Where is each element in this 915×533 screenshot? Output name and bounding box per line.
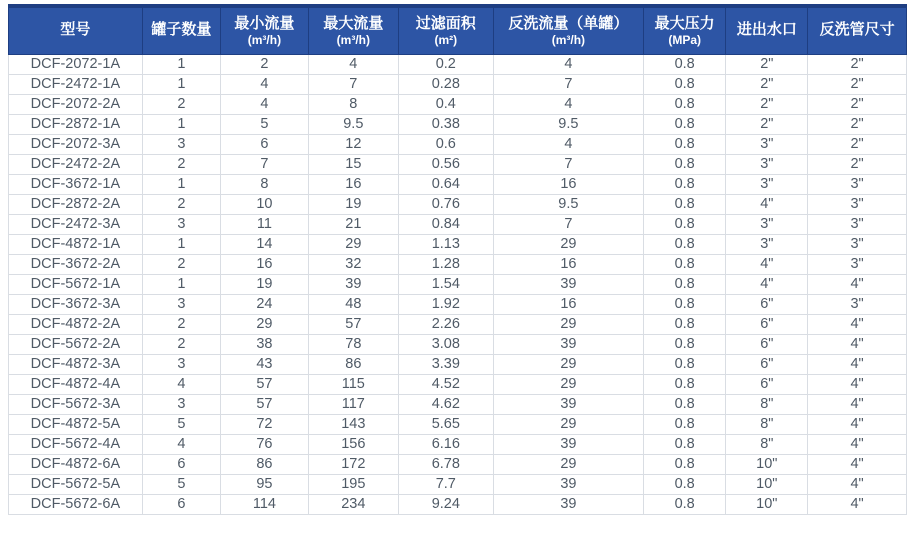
- cell-backwash_flow: 39: [493, 494, 643, 514]
- table-row: [9, 94, 907, 114]
- cell-min_flow: 72: [220, 414, 308, 434]
- cell-inlet_outlet: 10": [726, 454, 808, 474]
- cell-max_pressure: 0.8: [643, 74, 726, 94]
- cell-min_flow: 6: [220, 134, 308, 154]
- cell-max_flow: 86: [308, 354, 398, 374]
- cell-backwash_pipe: 4": [808, 274, 907, 294]
- cell-backwash_pipe: 4": [808, 394, 907, 414]
- cell-inlet_outlet: 6": [726, 354, 808, 374]
- table-body: [9, 54, 907, 514]
- cell-inlet_outlet: 6": [726, 374, 808, 394]
- cell-model: DCF-4872-4A: [9, 374, 143, 394]
- cell-backwash_pipe: 4": [808, 314, 907, 334]
- cell-min_flow: 4: [220, 74, 308, 94]
- cell-inlet_outlet: 8": [726, 434, 808, 454]
- cell-tank_count: 1: [142, 234, 220, 254]
- table-row: [9, 54, 907, 74]
- cell-backwash_flow: 7: [493, 214, 643, 234]
- cell-filter_area: 0.6: [398, 134, 493, 154]
- cell-max_flow: 117: [308, 394, 398, 414]
- cell-inlet_outlet: 4": [726, 254, 808, 274]
- table-row: [9, 374, 907, 394]
- cell-max_pressure: 0.8: [643, 474, 726, 494]
- table-row: [9, 434, 907, 454]
- cell-min_flow: 38: [220, 334, 308, 354]
- cell-backwash_flow: 4: [493, 94, 643, 114]
- cell-filter_area: 0.38: [398, 114, 493, 134]
- cell-min_flow: 10: [220, 194, 308, 214]
- cell-backwash_flow: 39: [493, 394, 643, 414]
- cell-min_flow: 8: [220, 174, 308, 194]
- column-header-model: 型号: [9, 6, 143, 54]
- column-header-backwash_flow: 反洗流量（单罐） (m³/h): [493, 6, 643, 54]
- cell-backwash_flow: 29: [493, 354, 643, 374]
- cell-filter_area: 0.64: [398, 174, 493, 194]
- cell-filter_area: 6.16: [398, 434, 493, 454]
- cell-model: DCF-5672-1A: [9, 274, 143, 294]
- table-row: [9, 234, 907, 254]
- spec-table: [8, 4, 907, 515]
- cell-backwash_flow: 16: [493, 294, 643, 314]
- table-row: [9, 474, 907, 494]
- cell-filter_area: 0.84: [398, 214, 493, 234]
- cell-max_flow: 21: [308, 214, 398, 234]
- cell-model: DCF-3672-3A: [9, 294, 143, 314]
- cell-backwash_flow: 7: [493, 74, 643, 94]
- cell-min_flow: 24: [220, 294, 308, 314]
- cell-max_flow: 4: [308, 54, 398, 74]
- cell-inlet_outlet: 4": [726, 274, 808, 294]
- cell-model: DCF-5672-3A: [9, 394, 143, 414]
- cell-model: DCF-5672-2A: [9, 334, 143, 354]
- cell-backwash_flow: 39: [493, 334, 643, 354]
- cell-backwash_pipe: 3": [808, 294, 907, 314]
- cell-filter_area: 9.24: [398, 494, 493, 514]
- cell-backwash_flow: 29: [493, 454, 643, 474]
- column-unit-filter_area: (m²): [434, 32, 458, 47]
- header-row: [9, 6, 907, 54]
- cell-tank_count: 2: [142, 154, 220, 174]
- cell-max_pressure: 0.8: [643, 494, 726, 514]
- cell-max_pressure: 0.8: [643, 114, 726, 134]
- cell-max_pressure: 0.8: [643, 414, 726, 434]
- cell-tank_count: 3: [142, 354, 220, 374]
- cell-max_pressure: 0.8: [643, 354, 726, 374]
- cell-tank_count: 1: [142, 274, 220, 294]
- cell-inlet_outlet: 2": [726, 114, 808, 134]
- cell-backwash_flow: 4: [493, 134, 643, 154]
- cell-backwash_flow: 16: [493, 174, 643, 194]
- cell-model: DCF-4872-5A: [9, 414, 143, 434]
- cell-tank_count: 2: [142, 194, 220, 214]
- cell-min_flow: 16: [220, 254, 308, 274]
- cell-inlet_outlet: 10": [726, 494, 808, 514]
- cell-tank_count: 2: [142, 334, 220, 354]
- table-row: [9, 274, 907, 294]
- cell-model: DCF-2472-1A: [9, 74, 143, 94]
- cell-backwash_flow: 29: [493, 234, 643, 254]
- cell-max_pressure: 0.8: [643, 254, 726, 274]
- column-header-filter_area: 过滤面积 (m²): [398, 6, 493, 54]
- cell-model: DCF-5672-6A: [9, 494, 143, 514]
- column-unit-max_pressure: (MPa): [668, 32, 701, 47]
- cell-max_pressure: 0.8: [643, 314, 726, 334]
- cell-filter_area: 7.7: [398, 474, 493, 494]
- cell-model: DCF-5672-4A: [9, 434, 143, 454]
- cell-filter_area: 1.54: [398, 274, 493, 294]
- cell-backwash_pipe: 2": [808, 74, 907, 94]
- cell-backwash_flow: 7: [493, 154, 643, 174]
- cell-backwash_pipe: 4": [808, 474, 907, 494]
- cell-min_flow: 19: [220, 274, 308, 294]
- cell-tank_count: 1: [142, 54, 220, 74]
- cell-min_flow: 4: [220, 94, 308, 114]
- column-unit-max_flow: (m³/h): [336, 32, 370, 47]
- table-row: [9, 334, 907, 354]
- cell-backwash_pipe: 2": [808, 54, 907, 74]
- cell-backwash_flow: 29: [493, 374, 643, 394]
- cell-backwash_pipe: 3": [808, 254, 907, 274]
- cell-filter_area: 0.2: [398, 54, 493, 74]
- cell-max_flow: 115: [308, 374, 398, 394]
- cell-filter_area: 0.4: [398, 94, 493, 114]
- cell-model: DCF-5672-5A: [9, 474, 143, 494]
- table-row: [9, 354, 907, 374]
- table-row: [9, 414, 907, 434]
- cell-filter_area: 0.56: [398, 154, 493, 174]
- cell-backwash_flow: 29: [493, 414, 643, 434]
- cell-backwash_flow: 9.5: [493, 114, 643, 134]
- cell-inlet_outlet: 3": [726, 234, 808, 254]
- table-row: [9, 74, 907, 94]
- table-row: [9, 494, 907, 514]
- cell-max_flow: 195: [308, 474, 398, 494]
- cell-backwash_pipe: 2": [808, 114, 907, 134]
- table-row: [9, 174, 907, 194]
- cell-model: DCF-4872-2A: [9, 314, 143, 334]
- cell-filter_area: 5.65: [398, 414, 493, 434]
- cell-max_flow: 16: [308, 174, 398, 194]
- cell-tank_count: 4: [142, 374, 220, 394]
- cell-min_flow: 114: [220, 494, 308, 514]
- table-row: [9, 454, 907, 474]
- table-row: [9, 154, 907, 174]
- cell-min_flow: 57: [220, 394, 308, 414]
- cell-backwash_flow: 29: [493, 314, 643, 334]
- cell-max_pressure: 0.8: [643, 454, 726, 474]
- cell-backwash_pipe: 2": [808, 134, 907, 154]
- cell-model: DCF-2072-2A: [9, 94, 143, 114]
- cell-max_pressure: 0.8: [643, 194, 726, 214]
- cell-backwash_pipe: 4": [808, 434, 907, 454]
- cell-max_flow: 15: [308, 154, 398, 174]
- column-header-min_flow: 最小流量 (m³/h): [220, 6, 308, 54]
- spec-table-container: [8, 4, 907, 515]
- cell-tank_count: 4: [142, 434, 220, 454]
- cell-filter_area: 1.28: [398, 254, 493, 274]
- table-row: [9, 254, 907, 274]
- cell-filter_area: 1.13: [398, 234, 493, 254]
- cell-filter_area: 4.62: [398, 394, 493, 414]
- cell-min_flow: 57: [220, 374, 308, 394]
- cell-filter_area: 2.26: [398, 314, 493, 334]
- cell-model: DCF-2872-1A: [9, 114, 143, 134]
- cell-max_flow: 19: [308, 194, 398, 214]
- cell-backwash_flow: 39: [493, 434, 643, 454]
- cell-backwash_flow: 16: [493, 254, 643, 274]
- cell-min_flow: 76: [220, 434, 308, 454]
- table-row: [9, 314, 907, 334]
- cell-tank_count: 2: [142, 314, 220, 334]
- cell-max_flow: 9.5: [308, 114, 398, 134]
- cell-inlet_outlet: 3": [726, 134, 808, 154]
- cell-filter_area: 6.78: [398, 454, 493, 474]
- cell-min_flow: 2: [220, 54, 308, 74]
- table-row: [9, 194, 907, 214]
- cell-min_flow: 29: [220, 314, 308, 334]
- cell-filter_area: 0.76: [398, 194, 493, 214]
- cell-model: DCF-2072-1A: [9, 54, 143, 74]
- column-header-tank_count: 罐子数量: [142, 6, 220, 54]
- cell-model: DCF-4872-3A: [9, 354, 143, 374]
- cell-filter_area: 1.92: [398, 294, 493, 314]
- cell-backwash_pipe: 2": [808, 154, 907, 174]
- cell-backwash_pipe: 4": [808, 334, 907, 354]
- cell-backwash_pipe: 3": [808, 174, 907, 194]
- cell-backwash_pipe: 4": [808, 454, 907, 474]
- cell-model: DCF-2072-3A: [9, 134, 143, 154]
- cell-tank_count: 1: [142, 74, 220, 94]
- table-row: [9, 294, 907, 314]
- cell-filter_area: 3.08: [398, 334, 493, 354]
- table-header: [9, 6, 907, 54]
- column-header-inlet_outlet: 进出水口: [726, 6, 808, 54]
- column-header-backwash_pipe: 反洗管尺寸: [808, 6, 907, 54]
- cell-max_pressure: 0.8: [643, 434, 726, 454]
- cell-inlet_outlet: 2": [726, 94, 808, 114]
- cell-min_flow: 86: [220, 454, 308, 474]
- cell-tank_count: 3: [142, 394, 220, 414]
- cell-tank_count: 3: [142, 214, 220, 234]
- cell-max_pressure: 0.8: [643, 134, 726, 154]
- cell-min_flow: 5: [220, 114, 308, 134]
- cell-max_pressure: 0.8: [643, 234, 726, 254]
- cell-max_flow: 78: [308, 334, 398, 354]
- cell-backwash_flow: 39: [493, 474, 643, 494]
- cell-inlet_outlet: 6": [726, 334, 808, 354]
- cell-model: DCF-3672-2A: [9, 254, 143, 274]
- column-unit-backwash_flow: (m³/h): [551, 32, 586, 47]
- table-row: [9, 134, 907, 154]
- cell-tank_count: 5: [142, 414, 220, 434]
- cell-min_flow: 43: [220, 354, 308, 374]
- table-row: [9, 214, 907, 234]
- cell-max_flow: 12: [308, 134, 398, 154]
- cell-model: DCF-4872-6A: [9, 454, 143, 474]
- cell-inlet_outlet: 3": [726, 174, 808, 194]
- cell-model: DCF-4872-1A: [9, 234, 143, 254]
- cell-tank_count: 2: [142, 94, 220, 114]
- cell-inlet_outlet: 2": [726, 54, 808, 74]
- cell-backwash_flow: 39: [493, 274, 643, 294]
- cell-filter_area: 4.52: [398, 374, 493, 394]
- cell-tank_count: 3: [142, 134, 220, 154]
- cell-inlet_outlet: 3": [726, 154, 808, 174]
- cell-max_flow: 32: [308, 254, 398, 274]
- cell-backwash_flow: 4: [493, 54, 643, 74]
- cell-backwash_pipe: 4": [808, 494, 907, 514]
- cell-backwash_pipe: 4": [808, 414, 907, 434]
- cell-tank_count: 1: [142, 174, 220, 194]
- cell-tank_count: 6: [142, 454, 220, 474]
- column-header-max_pressure: 最大压力 (MPa): [643, 6, 726, 54]
- cell-filter_area: 3.39: [398, 354, 493, 374]
- table-row: [9, 114, 907, 134]
- cell-inlet_outlet: 6": [726, 294, 808, 314]
- cell-min_flow: 11: [220, 214, 308, 234]
- column-header-max_flow: 最大流量 (m³/h): [308, 6, 398, 54]
- cell-inlet_outlet: 4": [726, 194, 808, 214]
- cell-max_flow: 172: [308, 454, 398, 474]
- cell-max_flow: 29: [308, 234, 398, 254]
- cell-max_flow: 7: [308, 74, 398, 94]
- cell-inlet_outlet: 3": [726, 214, 808, 234]
- cell-min_flow: 14: [220, 234, 308, 254]
- cell-backwash_pipe: 3": [808, 214, 907, 234]
- cell-tank_count: 1: [142, 114, 220, 134]
- cell-tank_count: 5: [142, 474, 220, 494]
- cell-tank_count: 3: [142, 294, 220, 314]
- cell-max_pressure: 0.8: [643, 294, 726, 314]
- cell-max_pressure: 0.8: [643, 54, 726, 74]
- cell-max_pressure: 0.8: [643, 374, 726, 394]
- cell-max_pressure: 0.8: [643, 154, 726, 174]
- cell-tank_count: 2: [142, 254, 220, 274]
- cell-min_flow: 95: [220, 474, 308, 494]
- cell-tank_count: 6: [142, 494, 220, 514]
- cell-max_flow: 57: [308, 314, 398, 334]
- cell-max_flow: 8: [308, 94, 398, 114]
- column-unit-min_flow: (m³/h): [247, 32, 282, 47]
- cell-inlet_outlet: 10": [726, 474, 808, 494]
- cell-max_pressure: 0.8: [643, 174, 726, 194]
- cell-backwash_pipe: 4": [808, 354, 907, 374]
- table-row: [9, 394, 907, 414]
- cell-model: DCF-2472-2A: [9, 154, 143, 174]
- cell-model: DCF-2472-3A: [9, 214, 143, 234]
- cell-filter_area: 0.28: [398, 74, 493, 94]
- cell-backwash_pipe: 3": [808, 234, 907, 254]
- cell-max_pressure: 0.8: [643, 214, 726, 234]
- cell-max_pressure: 0.8: [643, 94, 726, 114]
- cell-max_pressure: 0.8: [643, 274, 726, 294]
- cell-backwash_flow: 9.5: [493, 194, 643, 214]
- cell-max_flow: 156: [308, 434, 398, 454]
- cell-inlet_outlet: 8": [726, 394, 808, 414]
- cell-model: DCF-3672-1A: [9, 174, 143, 194]
- cell-max_flow: 48: [308, 294, 398, 314]
- cell-backwash_pipe: 2": [808, 94, 907, 114]
- cell-max_flow: 234: [308, 494, 398, 514]
- cell-max_flow: 39: [308, 274, 398, 294]
- cell-inlet_outlet: 6": [726, 314, 808, 334]
- cell-max_pressure: 0.8: [643, 334, 726, 354]
- cell-min_flow: 7: [220, 154, 308, 174]
- cell-backwash_pipe: 3": [808, 194, 907, 214]
- cell-max_pressure: 0.8: [643, 394, 726, 414]
- cell-inlet_outlet: 8": [726, 414, 808, 434]
- cell-inlet_outlet: 2": [726, 74, 808, 94]
- cell-max_flow: 143: [308, 414, 398, 434]
- cell-backwash_pipe: 4": [808, 374, 907, 394]
- cell-model: DCF-2872-2A: [9, 194, 143, 214]
